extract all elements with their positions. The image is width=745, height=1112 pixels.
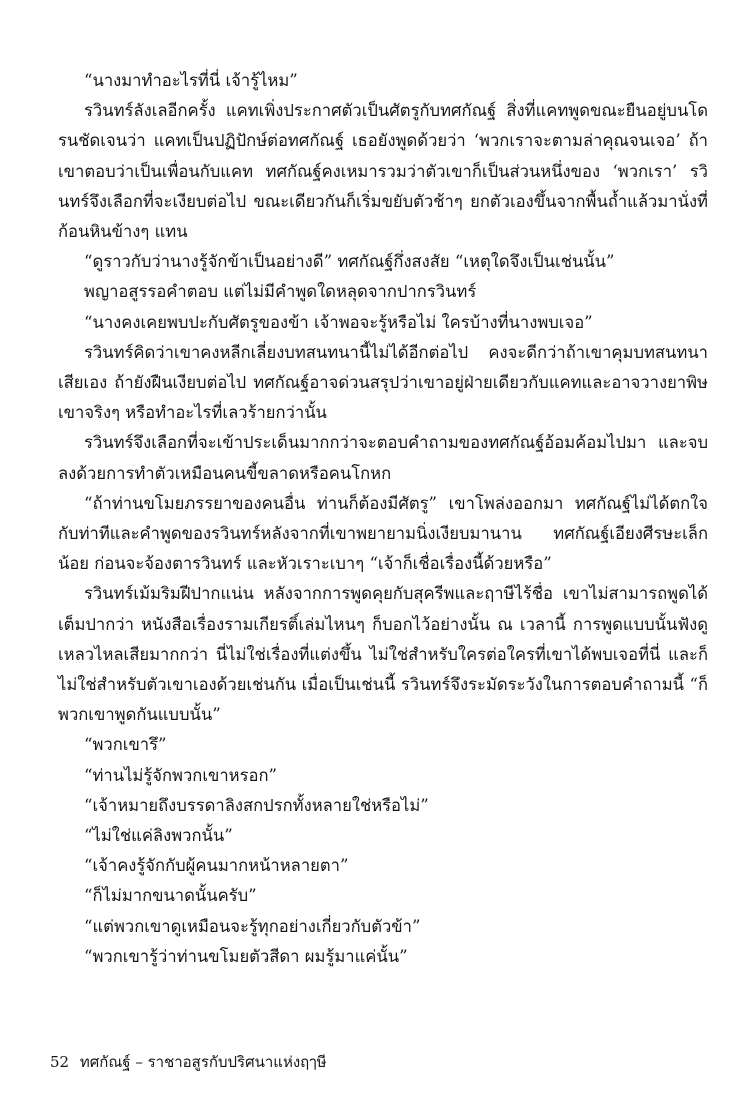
paragraph: “ดูราวกับว่านางรู้จักข้าเป็นอย่างดี” ทศกัณฐ์กึ่งสงสัย “เหตุใดจึงเป็นเช่นนั้น”: [84, 252, 615, 272]
paragraph: “นางคงเคยพบปะกับศัตรูของข้า เจ้าพอจะรู้หรือไม่ ใครบ้างที่นางพบเจอ”: [84, 312, 593, 332]
paragraph: “เจ้าหมายถึงบรรดาลิงสกปรกทั้งหลายใช่หรือไม่”: [84, 795, 429, 815]
paragraph: รวินทร์ลังเลอีกครั้ง แคทเพิ่งประกาศตัวเป็นศัตรูกับทศกัณฐ์ สิ่งที่แคทพูดขณะยืนอยู่บนโดรนชัดเจนว่า แคทเป็นปฏิปักษ์ต่อทศกัณฐ์ เธอยังพูดด้วยว่า ‘พวกเราจะตามล่าคุณจนเจอ’ ถ้าเขาตอบว่าเป็นเพื่อนกับแคท ทศกัณฐ์คงเหมารวมว่าตัวเขาก็เป็นส่วนหนึ่งของ ‘พวกเรา’ รวินทร์จึงเลือกที่จะเงียบต่อไป ขณะเดียวกันก็เริ่มขยับตัวช้าๆ ยกตัวเองขึ้นจากพื้นถ้ำแล้วมานั่งที่ก้อนหินข้างๆ แทน: [58, 101, 708, 242]
paragraph: “เจ้าคงรู้จักกับผู้คนมากหน้าหลายตา”: [84, 856, 349, 876]
paragraph: รวินทร์จึงเลือกที่จะเข้าประเด็นมากกว่าจะตอบคำถามของทศกัณฐ์อ้อมค้อมไปมา และจบลงด้วยการทำตัวเหมือนคนขี้ขลาดหรือคนโกหก: [58, 433, 708, 483]
running-title: ทศกัณฐ์ – ราชาอสูรกับปริศนาแห่งฤๅษี: [79, 1053, 327, 1071]
paragraph: “ไม่ใช่แค่ลิงพวกนั้น”: [84, 826, 233, 846]
paragraph: “ท่านไม่รู้จักพวกเขาหรอก”: [84, 765, 278, 785]
paragraph: “ก็ไม่มากขนาดนั้นครับ”: [84, 886, 257, 906]
paragraph: “แต่พวกเขาดูเหมือนจะรู้ทุกอย่างเกี่ยวกับตัวข้า”: [84, 916, 421, 936]
paragraph: “ถ้าท่านขโมยภรรยาของคนอื่น ท่านก็ต้องมีศัตรู” เขาโพล่งออกมา ทศกัณฐ์ไม่ได้ตกใจกับท่าทีและคำพูดของรวินทร์หลังจากที่เขาพยายามนิ่งเงียบมานาน ทศกัณฐ์เอียงศีรษะเล็กน้อย ก่อนจะจ้องตารวินทร์ และหัวเราะเบาๆ “เจ้าก็เชื่อเรื่องนี้ด้วยหรือ”: [58, 493, 708, 574]
paragraph: “นางมาทำอะไรที่นี่ เจ้ารู้ไหม”: [84, 71, 298, 90]
paragraph: รวินทร์คิดว่าเขาคงหลีกเลี่ยงบทสนทนานี้ไม่ได้อีกต่อไป คงจะดีกว่าถ้าเขาคุมบทสนทนาเสียเอง ถ้ายังฝืนเงียบต่อไป ทศกัณฐ์อาจด่วนสรุปว่าเขาอยู่ฝ่ายเดียวกับแคทและอาจวางยาพิษเขาจริงๆ หรือทำอะไรที่เลวร้ายกว่านั้น: [58, 342, 708, 423]
page-body: [58, 66, 708, 972]
page-number: 52: [50, 1053, 70, 1071]
paragraph: “พวกเขารู้ว่าท่านขโมยตัวสีดา ผมรู้มาแค่นั้น”: [84, 946, 408, 966]
paragraph: รวินทร์เม้มริมฝีปากแน่น หลังจากการพูดคุยกับสุครีพและฤาษีไร้ชื่อ เขาไม่สามารถพูดได้เต็มปากว่า หนังสือเรื่องรามเกียรติ์เล่มไหนๆ ก็บอกไว้อย่างนั้น ณ เวลานี้ การพูดแบบนั้นฟังดูเหลวไหลเสียมากกว่า นี่ไม่ใช่เรื่องที่แต่งขึ้น ไม่ใช่สำหรับใครต่อใครที่เขาได้พบเจอที่นี่ และก็ไม่ใช่สำหรับตัวเขาเองด้วยเช่นกัน เมื่อเป็นเช่นนี้ รวินทร์จึงระมัดระวังในการตอบคำถามนี้ “ก็พวกเขาพูดกันแบบนั้น”: [58, 584, 708, 725]
page-footer: [50, 1052, 326, 1072]
paragraph: “พวกเขารึ”: [84, 735, 167, 755]
paragraph: พญาอสูรรอคำตอบ แต่ไม่มีคำพูดใดหลุดจากปากรวินทร์: [84, 282, 477, 302]
